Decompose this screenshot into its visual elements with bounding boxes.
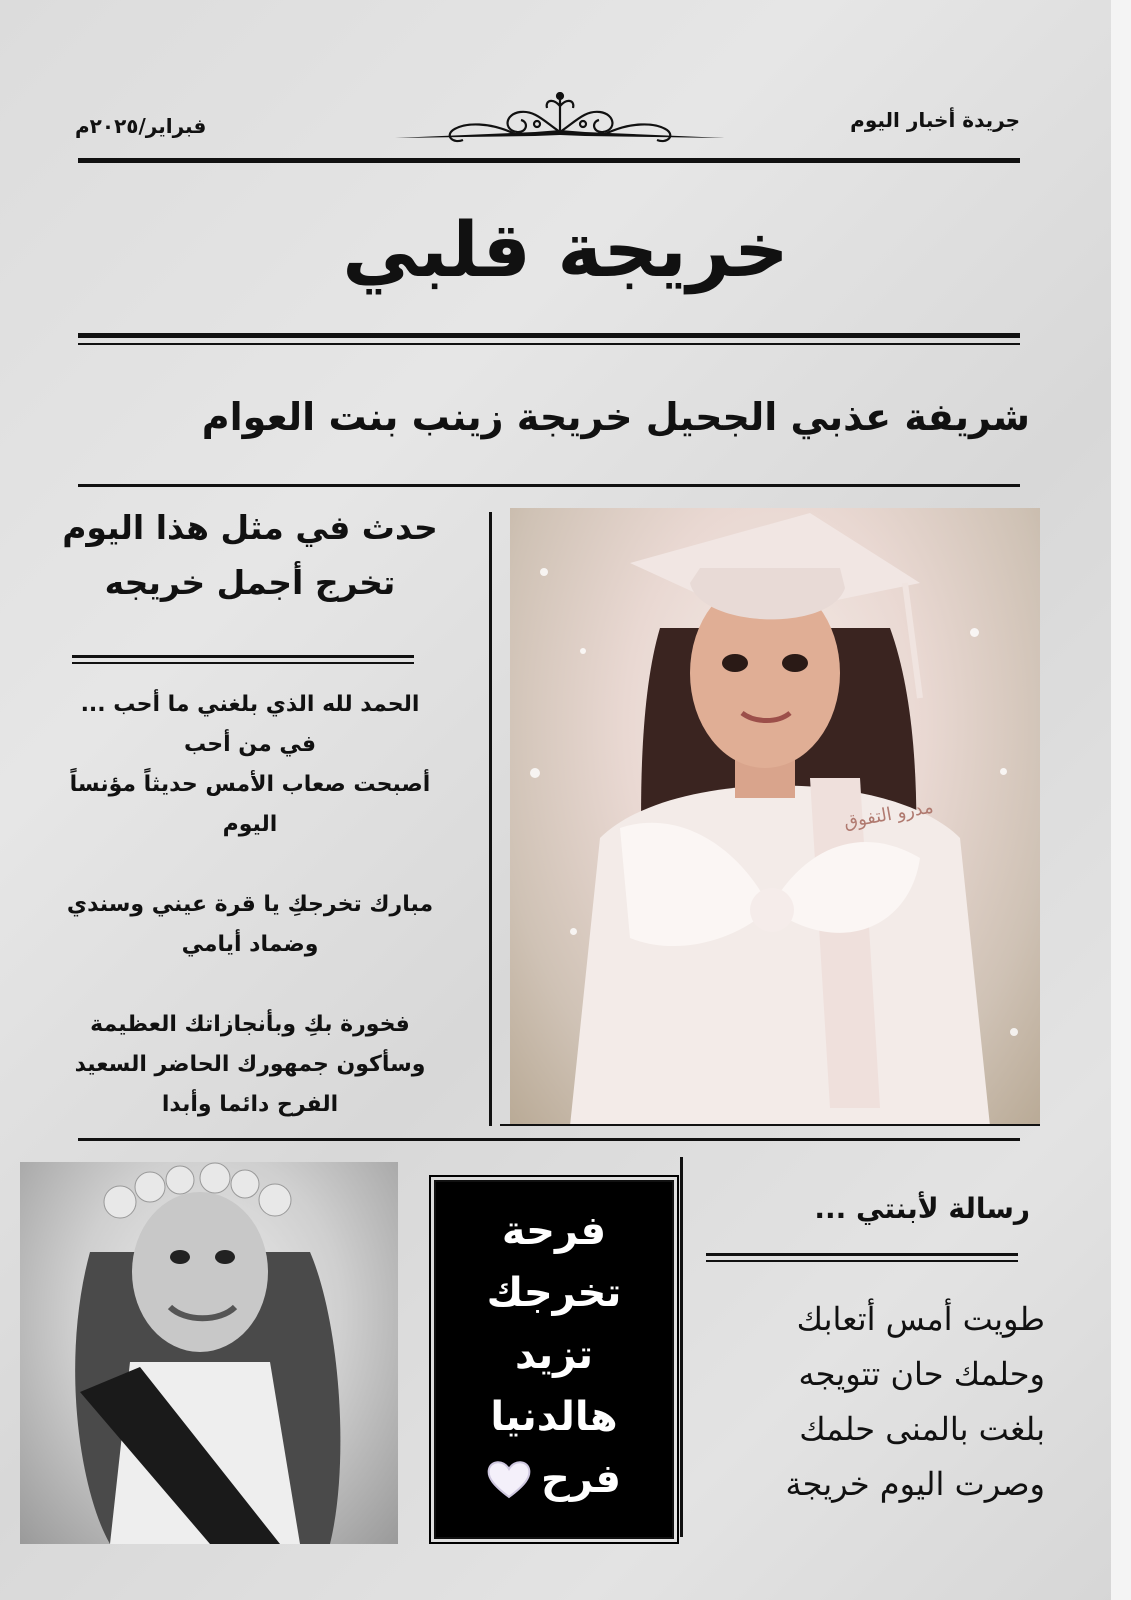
text-line: أصبحت صعاب الأمس حديثاً مؤنساً: [69, 772, 431, 797]
quote-line-last: [436, 1448, 672, 1510]
graduate-portrait: [510, 508, 1040, 1126]
white-heart-icon: [487, 1459, 531, 1499]
text-line: الحمد لله الذي بلغني ما أحب ...: [80, 692, 420, 717]
childhood-photo: [20, 1162, 398, 1544]
text-line: فخورة بكِ وبأنجازاتك العظيمة: [90, 1012, 410, 1037]
masthead-title: خريجة قلبي: [342, 205, 789, 294]
letter-rule-2: [706, 1260, 1018, 1262]
quote-line: تخرجك: [486, 1270, 622, 1316]
text-line: الفرح دائما وأبدا: [161, 1092, 339, 1117]
poem-line: وحلمك حان تتويجه: [798, 1355, 1045, 1393]
quote-line: تزيد: [514, 1332, 594, 1378]
letter-rule-1: [706, 1253, 1018, 1256]
quote-line: فرحة: [501, 1208, 607, 1254]
event-heading: حدث في مثل هذا اليوم تخرج أجمل خريجه: [62, 508, 438, 602]
text-line: وسأكون جمهورك الحاضر السعيد: [74, 1052, 426, 1077]
quote-line: هالدنيا: [490, 1394, 618, 1440]
newspaper-name: جريدة أخبار اليوم: [850, 108, 1020, 132]
section-rule: [78, 1138, 1020, 1141]
masthead-rule-top: [78, 333, 1020, 338]
event-heading-rule-1: [72, 655, 414, 658]
photo-bottom-rule: [500, 1124, 1040, 1126]
column-divider: [489, 512, 492, 1126]
poem-line: وصرت اليوم خريجة: [785, 1465, 1045, 1503]
poem-line: طويت أمس أتعابك: [796, 1300, 1045, 1338]
event-heading-rule-2: [72, 662, 414, 664]
subheadline: شريفة عذبي الجحيل خريجة زينب بنت العوام: [201, 395, 1030, 439]
sash-text: مدرو التفوق: [842, 796, 935, 833]
text-line: في من أحب: [183, 732, 317, 757]
text-line: وضماد أيامي: [181, 932, 319, 957]
right-column-divider: [680, 1157, 683, 1537]
subhead-rule: [78, 484, 1020, 487]
issue-date: فبراير/٢٠٢٥م: [75, 114, 207, 138]
header-rule: [78, 158, 1020, 163]
letter-poem: [720, 1292, 1045, 1512]
quote-box: [434, 1180, 674, 1539]
ornamental-flourish-icon: [395, 92, 725, 152]
congratulation-text: [10, 685, 490, 1125]
text-line: اليوم: [222, 812, 278, 837]
masthead-rule-bottom: [78, 343, 1020, 345]
letter-title: رسالة لأبنتي ...: [814, 1192, 1030, 1225]
text-line: مبارك تخرجكِ يا قرة عيني وسندي: [66, 892, 434, 917]
quote-line: فرح: [541, 1456, 621, 1502]
poem-line: بلغت بالمنى حلمك: [799, 1410, 1045, 1448]
